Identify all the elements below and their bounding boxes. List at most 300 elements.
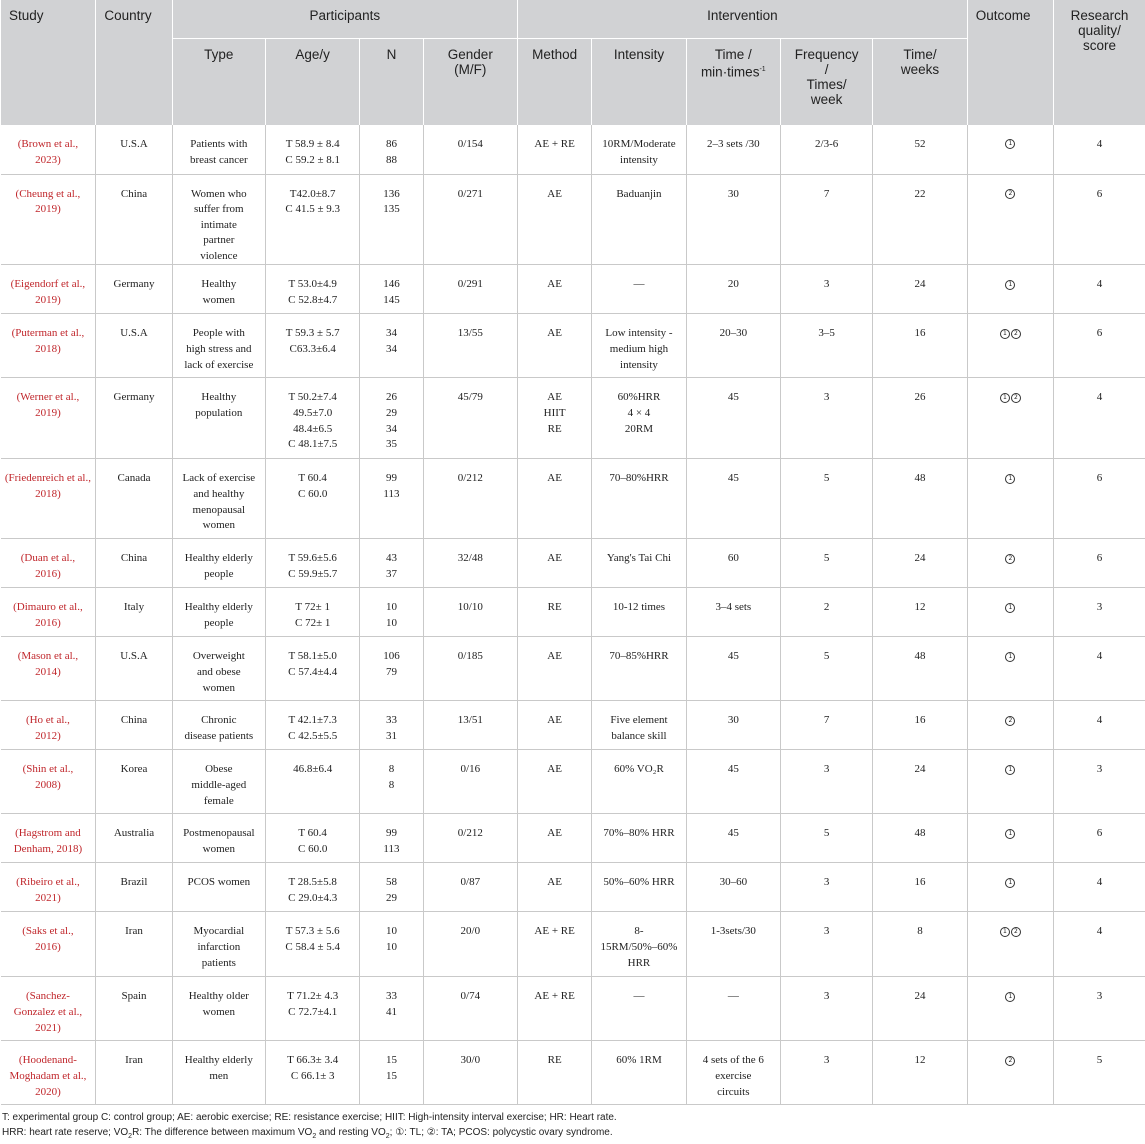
outcome-cell	[967, 977, 1053, 1041]
country-cell: Italy	[96, 588, 172, 637]
n-line: 15	[363, 1069, 419, 1085]
study-line: (Duan et al.,	[4, 551, 93, 567]
method-line: AE	[521, 551, 588, 567]
n-line: 26	[363, 390, 419, 406]
time-line: 45	[690, 471, 777, 487]
intensity-line: 70–80%HRR	[595, 471, 682, 487]
n-cell	[360, 378, 423, 459]
gender-cell: 13/51	[423, 701, 517, 750]
table-row	[1, 314, 1145, 378]
n-line: 37	[363, 567, 419, 583]
age-line: C 52.8±4.7	[269, 293, 356, 309]
type-cell	[172, 637, 265, 701]
score-cell: 6	[1054, 459, 1145, 539]
weeks-cell: 16	[873, 314, 967, 378]
study-line: (Eigendorf et al.,	[4, 277, 93, 293]
type-line: Healthy older	[176, 989, 262, 1005]
intensity-line: —	[595, 989, 682, 1005]
header-frequency-line: Frequency	[795, 47, 859, 62]
time-cell	[686, 701, 780, 750]
outcome-circled-number: 1	[1005, 652, 1015, 662]
score-cell: 4	[1054, 863, 1145, 912]
weeks-cell: 24	[873, 750, 967, 814]
score-cell: 4	[1054, 378, 1145, 459]
method-cell	[518, 750, 592, 814]
country-cell: China	[96, 701, 172, 750]
age-line: C 60.0	[269, 487, 356, 503]
n-line: 113	[363, 842, 419, 858]
outcome-circled-number: 1	[1005, 992, 1015, 1002]
age-line: T42.0±8.7	[269, 187, 356, 203]
type-line: Patients with	[176, 137, 262, 153]
time-line: 30–60	[690, 875, 777, 891]
gender-cell: 0/271	[423, 174, 517, 265]
header-time-sup: -1	[759, 66, 765, 73]
intensity-cell	[592, 314, 686, 378]
type-line: female	[176, 794, 262, 810]
study-line: 2016)	[4, 567, 93, 583]
header-weeks	[873, 39, 967, 126]
n-line: 29	[363, 891, 419, 907]
age-cell	[266, 265, 360, 314]
method-cell	[518, 977, 592, 1041]
intensity-cell	[592, 863, 686, 912]
age-line: T 60.4	[269, 471, 356, 487]
type-line: and obese	[176, 665, 262, 681]
type-cell	[172, 314, 265, 378]
weeks-cell: 8	[873, 912, 967, 977]
outcome-cell	[967, 125, 1053, 174]
age-cell	[266, 750, 360, 814]
intensity-line: 70%–80% HRR	[595, 826, 682, 842]
n-cell	[360, 265, 423, 314]
age-cell	[266, 588, 360, 637]
country-cell: China	[96, 539, 172, 588]
type-cell	[172, 1041, 265, 1105]
time-cell	[686, 314, 780, 378]
age-line: T 58.1±5.0	[269, 649, 356, 665]
table-row	[1, 1041, 1145, 1105]
time-line: 45	[690, 390, 777, 406]
header-intensity: Intensity	[592, 39, 686, 126]
study-line: Gonzalez et al.,	[4, 1005, 93, 1021]
table-row	[1, 750, 1145, 814]
age-line: 46.8±6.4	[269, 762, 356, 778]
time-cell	[686, 539, 780, 588]
n-cell	[360, 588, 423, 637]
type-cell	[172, 814, 265, 863]
intensity-line: medium high	[595, 342, 682, 358]
age-cell	[266, 314, 360, 378]
country-cell: U.S.A	[96, 314, 172, 378]
type-line: women	[176, 1005, 262, 1021]
method-line: AE	[521, 187, 588, 203]
n-line: 35	[363, 437, 419, 453]
study-line: 2023)	[4, 153, 93, 169]
country-cell: Brazil	[96, 863, 172, 912]
type-line: Myocardial	[176, 924, 262, 940]
type-cell	[172, 701, 265, 750]
type-line: infarction	[176, 940, 262, 956]
age-line: C 58.4 ± 5.4	[269, 940, 356, 956]
time-line: 30	[690, 713, 777, 729]
intensity-line: 50%–60% HRR	[595, 875, 682, 891]
age-line: C 59.2 ± 8.1	[269, 153, 356, 169]
n-cell	[360, 1041, 423, 1105]
n-line: 99	[363, 471, 419, 487]
score-cell: 3	[1054, 750, 1145, 814]
weeks-cell: 48	[873, 637, 967, 701]
time-line: 20	[690, 277, 777, 293]
gender-cell: 0/185	[423, 637, 517, 701]
table-row	[1, 863, 1145, 912]
frequency-cell: 3	[781, 912, 873, 977]
intensity-line: intensity	[595, 358, 682, 374]
time-line: 1-3sets/30	[690, 924, 777, 940]
study-line: 2020)	[4, 1085, 93, 1101]
age-line: C 41.5 ± 9.3	[269, 202, 356, 218]
study-cell	[1, 265, 96, 314]
study-line: (Ho et al.,	[4, 713, 93, 729]
score-cell: 4	[1054, 125, 1145, 174]
type-line: women	[176, 842, 262, 858]
study-line: Denham, 2018)	[4, 842, 93, 858]
age-cell	[266, 378, 360, 459]
intensity-line: 4 × 4	[595, 406, 682, 422]
type-line: menopausal	[176, 503, 262, 519]
header-quality-line: quality/	[1078, 23, 1121, 38]
age-line: T 58.9 ± 8.4	[269, 137, 356, 153]
time-line: 60	[690, 551, 777, 567]
study-cell	[1, 863, 96, 912]
gender-cell: 10/10	[423, 588, 517, 637]
weeks-cell: 48	[873, 459, 967, 539]
weeks-cell: 16	[873, 863, 967, 912]
footnote-line-1: T: experimental group C: control group; AE: aerobic exercise; RE: resistance exercise; HIIT: High-intensity interval exercise; HR: Heart rate.	[2, 1110, 1145, 1125]
header-frequency-line: Times/	[807, 77, 847, 92]
age-cell	[266, 125, 360, 174]
intensity-line: 8-	[595, 924, 682, 940]
type-line: Obese	[176, 762, 262, 778]
header-country: Country	[96, 0, 172, 125]
type-line: people	[176, 616, 262, 632]
n-line: 79	[363, 665, 419, 681]
study-line: (Saks et al.,	[4, 924, 93, 940]
table-row	[1, 125, 1145, 174]
intensity-cell	[592, 265, 686, 314]
table-row	[1, 977, 1145, 1041]
intensity-line: 20RM	[595, 422, 682, 438]
n-line: 15	[363, 1053, 419, 1069]
header-participants: Participants	[172, 0, 517, 39]
method-cell	[518, 814, 592, 863]
header-outcome: Outcome	[967, 0, 1053, 125]
weeks-cell: 24	[873, 539, 967, 588]
table-row	[1, 701, 1145, 750]
footnote-text: HRR: heart rate reserve; VO	[2, 1127, 128, 1138]
age-cell	[266, 174, 360, 265]
n-line: 43	[363, 551, 419, 567]
time-line: 45	[690, 762, 777, 778]
age-line: C 29.0±4.3	[269, 891, 356, 907]
outcome-cell	[967, 459, 1053, 539]
frequency-cell: 5	[781, 539, 873, 588]
weeks-cell: 24	[873, 977, 967, 1041]
method-line: HIIT	[521, 406, 588, 422]
age-line: C 60.0	[269, 842, 356, 858]
outcome-circled-number: 2	[1005, 554, 1015, 564]
score-cell: 4	[1054, 701, 1145, 750]
type-line: People with	[176, 326, 262, 342]
frequency-cell: 2	[781, 588, 873, 637]
outcome-circled-number: 2	[1011, 329, 1021, 339]
time-cell	[686, 125, 780, 174]
weeks-cell: 12	[873, 1041, 967, 1105]
n-line: 10	[363, 940, 419, 956]
study-cell	[1, 314, 96, 378]
age-line: 48.4±6.5	[269, 422, 356, 438]
table-row	[1, 378, 1145, 459]
frequency-cell: 3–5	[781, 314, 873, 378]
score-cell: 3	[1054, 977, 1145, 1041]
time-line: exercise	[690, 1069, 777, 1085]
outcome-circled-number: 2	[1005, 716, 1015, 726]
study-line: 2008)	[4, 778, 93, 794]
gender-cell: 0/154	[423, 125, 517, 174]
n-line: 8	[363, 778, 419, 794]
gender-cell: 32/48	[423, 539, 517, 588]
score-cell: 6	[1054, 314, 1145, 378]
table-row	[1, 588, 1145, 637]
gender-cell: 0/74	[423, 977, 517, 1041]
type-line: and healthy	[176, 487, 262, 503]
score-cell: 6	[1054, 814, 1145, 863]
country-cell: Spain	[96, 977, 172, 1041]
age-line: T 60.4	[269, 826, 356, 842]
header-gender-line: Gender	[448, 47, 493, 62]
study-line: 2021)	[4, 891, 93, 907]
age-line: 49.5±7.0	[269, 406, 356, 422]
outcome-cell	[967, 378, 1053, 459]
method-line: AE	[521, 826, 588, 842]
type-cell	[172, 174, 265, 265]
outcome-circled-number: 1	[1000, 329, 1010, 339]
type-line: Healthy	[176, 277, 262, 293]
age-line: C 57.4±4.4	[269, 665, 356, 681]
type-cell	[172, 588, 265, 637]
gender-cell: 0/212	[423, 814, 517, 863]
table-row	[1, 539, 1145, 588]
intensity-cell	[592, 588, 686, 637]
time-cell	[686, 1041, 780, 1105]
age-line: T 57.3 ± 5.6	[269, 924, 356, 940]
time-line: 45	[690, 649, 777, 665]
intensity-line: 10RM/Moderate	[595, 137, 682, 153]
type-line: Chronic	[176, 713, 262, 729]
intensity-cell	[592, 539, 686, 588]
age-cell	[266, 637, 360, 701]
intensity-line: 70–85%HRR	[595, 649, 682, 665]
time-line: 2–3 sets /30	[690, 137, 777, 153]
study-cell	[1, 977, 96, 1041]
n-cell	[360, 125, 423, 174]
age-line: C 59.9±5.7	[269, 567, 356, 583]
outcome-cell	[967, 314, 1053, 378]
country-cell: Korea	[96, 750, 172, 814]
study-line: 2019)	[4, 406, 93, 422]
time-cell	[686, 977, 780, 1041]
n-cell	[360, 701, 423, 750]
outcome-circled-number: 1	[1005, 280, 1015, 290]
study-cell	[1, 539, 96, 588]
type-line: Healthy	[176, 390, 262, 406]
method-cell	[518, 174, 592, 265]
type-line: population	[176, 406, 262, 422]
method-line: AE	[521, 875, 588, 891]
type-line: partner	[176, 233, 262, 249]
country-cell: Iran	[96, 912, 172, 977]
table-row	[1, 637, 1145, 701]
method-cell	[518, 588, 592, 637]
intensity-cell	[592, 1041, 686, 1105]
time-cell	[686, 912, 780, 977]
header-type: Type	[172, 39, 265, 126]
method-cell	[518, 125, 592, 174]
weeks-cell: 26	[873, 378, 967, 459]
frequency-cell: 5	[781, 459, 873, 539]
gender-cell: 0/16	[423, 750, 517, 814]
n-cell	[360, 863, 423, 912]
outcome-circled-number: 1	[1005, 765, 1015, 775]
intensity-cell	[592, 912, 686, 977]
n-line: 106	[363, 649, 419, 665]
n-line: 10	[363, 924, 419, 940]
n-line: 10	[363, 600, 419, 616]
type-cell	[172, 459, 265, 539]
n-line: 86	[363, 137, 419, 153]
n-line: 99	[363, 826, 419, 842]
header-frequency-line: /	[825, 62, 829, 77]
type-cell	[172, 378, 265, 459]
intensity-cell	[592, 459, 686, 539]
time-cell	[686, 863, 780, 912]
outcome-cell	[967, 912, 1053, 977]
study-line: (Sanchez-	[4, 989, 93, 1005]
n-line: 136	[363, 187, 419, 203]
type-line: PCOS women	[176, 875, 262, 891]
n-line: 31	[363, 729, 419, 745]
outcome-circled-number: 2	[1005, 189, 1015, 199]
table-row	[1, 174, 1145, 265]
study-line: (Hagstrom and	[4, 826, 93, 842]
gender-cell: 20/0	[423, 912, 517, 977]
header-weeks-line: weeks	[901, 62, 939, 77]
method-cell	[518, 314, 592, 378]
type-line: violence	[176, 249, 262, 265]
n-line: 10	[363, 616, 419, 632]
study-line: (Shin et al.,	[4, 762, 93, 778]
study-cell	[1, 174, 96, 265]
age-line: T 28.5±5.8	[269, 875, 356, 891]
table-body	[1, 125, 1145, 1105]
n-line: 29	[363, 406, 419, 422]
header-gender	[423, 39, 517, 126]
header-frequency-line: week	[811, 92, 843, 107]
age-line: T 50.2±7.4	[269, 390, 356, 406]
method-line: AE + RE	[521, 137, 588, 153]
age-line: T 59.3 ± 5.7	[269, 326, 356, 342]
n-cell	[360, 539, 423, 588]
age-line: T 66.3± 3.4	[269, 1053, 356, 1069]
type-cell	[172, 750, 265, 814]
intensity-line: HRR	[595, 956, 682, 972]
method-line: RE	[521, 422, 588, 438]
n-cell	[360, 912, 423, 977]
study-cell	[1, 637, 96, 701]
intensity-cell	[592, 750, 686, 814]
time-line: 3–4 sets	[690, 600, 777, 616]
outcome-circled-number: 1	[1005, 878, 1015, 888]
type-line: lack of exercise	[176, 358, 262, 374]
n-line: 8	[363, 762, 419, 778]
n-cell	[360, 314, 423, 378]
age-line: T 71.2± 4.3	[269, 989, 356, 1005]
gender-cell: 0/87	[423, 863, 517, 912]
n-cell	[360, 174, 423, 265]
frequency-cell: 3	[781, 750, 873, 814]
weeks-cell: 22	[873, 174, 967, 265]
method-line: AE + RE	[521, 924, 588, 940]
type-cell	[172, 977, 265, 1041]
frequency-cell: 5	[781, 637, 873, 701]
age-cell	[266, 912, 360, 977]
type-line: patients	[176, 956, 262, 972]
n-line: 34	[363, 422, 419, 438]
age-line: T 72± 1	[269, 600, 356, 616]
study-line: 2019)	[4, 293, 93, 309]
age-cell	[266, 814, 360, 863]
frequency-cell: 3	[781, 378, 873, 459]
method-line: AE	[521, 390, 588, 406]
table-footnotes	[0, 1105, 1145, 1144]
header-study: Study	[1, 0, 96, 125]
age-line: C 42.5±5.5	[269, 729, 356, 745]
n-line: 34	[363, 326, 419, 342]
type-cell	[172, 125, 265, 174]
type-cell	[172, 265, 265, 314]
study-cell	[1, 814, 96, 863]
age-line: C 48.1±7.5	[269, 437, 356, 453]
outcome-cell	[967, 750, 1053, 814]
study-line: 2018)	[4, 342, 93, 358]
type-line: people	[176, 567, 262, 583]
method-line: AE	[521, 471, 588, 487]
intensity-line: —	[595, 277, 682, 293]
age-cell	[266, 459, 360, 539]
time-line: circuits	[690, 1085, 777, 1101]
type-line: Women who	[176, 187, 262, 203]
n-cell	[360, 459, 423, 539]
outcome-cell	[967, 863, 1053, 912]
age-line: C 66.1± 3	[269, 1069, 356, 1085]
method-line: AE	[521, 713, 588, 729]
country-cell: Germany	[96, 378, 172, 459]
frequency-cell: 2/3-6	[781, 125, 873, 174]
method-line: AE	[521, 649, 588, 665]
outcome-cell	[967, 814, 1053, 863]
outcome-circled-number: 1	[1005, 829, 1015, 839]
score-cell: 4	[1054, 265, 1145, 314]
